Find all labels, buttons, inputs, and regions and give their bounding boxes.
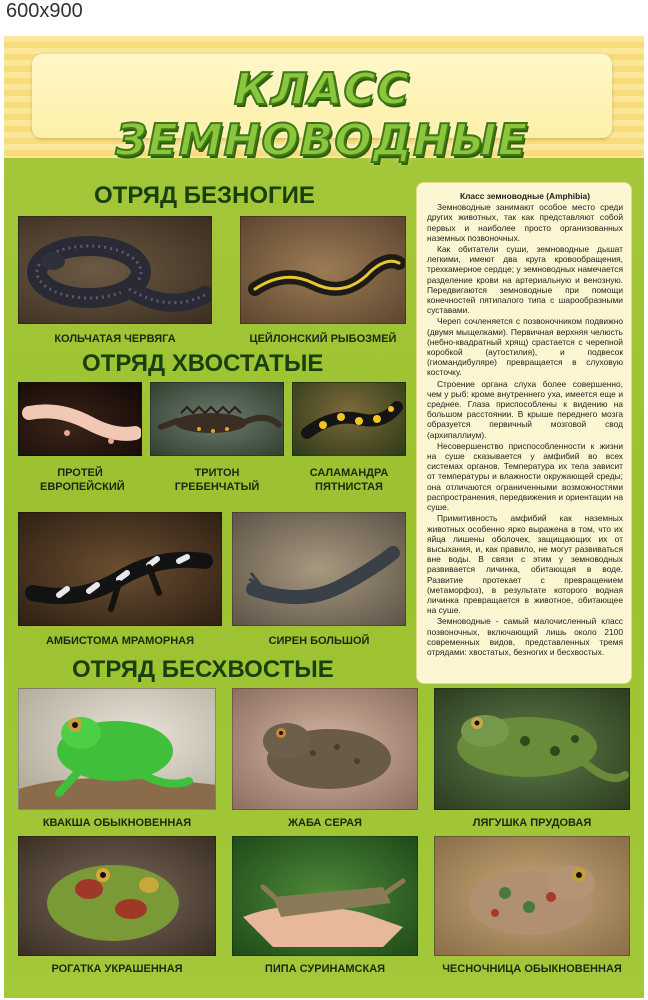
caption-newt-text: ТРИТОН ГРЕБЕНЧАТЫЙ xyxy=(174,467,260,493)
pipa-photo xyxy=(232,836,418,956)
poster-title: КЛАСС ЗЕМНОВОДНЫЕ xyxy=(115,64,529,166)
siren-photo xyxy=(232,512,406,626)
spadefoot-photo xyxy=(434,836,630,956)
ambystoma-photo xyxy=(18,512,222,626)
info-paragraph-5: Несовершенство приспособленности к жизни на суше сказывается у амфибий во всех системах органов. Температура их тела зависит от температуры и влажности окружающей среды; она отличаются ограниченными возможностями распространения, передвижения и ориентации на суше. xyxy=(427,440,623,513)
section-title-tailless: ОТРЯД БЕСХВОСТЫЕ xyxy=(72,656,334,683)
title-banner xyxy=(32,54,612,166)
caption-newt xyxy=(150,466,284,494)
caecilian-photo xyxy=(18,216,212,324)
info-paragraph-6: Примитивность амфибий как наземных животных особенно ярко выражена в том, что их яйца лишены оболочек, защищающих их от высыхания, и, как правило, не могут развиваться вне воды. В связи с этим у земноводных развивается личинка, обитающая в воде. Развитие протекает с превращением (метаморфоз), в результате которого водная личинка превращается в животное, обитающее на суше. xyxy=(427,513,623,616)
info-paragraph-1: Земноводные занимают особое место среди других животных, так как представляют собой первых и наиболее просто организованных наземных позвоночных. xyxy=(427,202,623,243)
caption-ichthyophis: ЦЕЙЛОНСКИЙ РЫБОЗМЕЙ xyxy=(249,333,397,345)
proteus-photo xyxy=(18,382,142,456)
info-heading: Класс земноводные (Amphibia) xyxy=(460,191,590,201)
amphibians-poster xyxy=(4,36,644,998)
caption-salamander-text: САЛАМАНДРА ПЯТНИСТАЯ xyxy=(309,467,389,493)
caption-pipa: ПИПА СУРИНАМСКАЯ xyxy=(264,963,386,975)
caption-spadefoot: ЧЕСНОЧНИЦА ОБЫКНОВЕННАЯ xyxy=(442,963,622,975)
caption-poolfrog: ЛЯГУШКА ПРУДОВАЯ xyxy=(472,817,592,829)
caption-proteus xyxy=(18,466,142,494)
info-text-panel xyxy=(416,182,632,684)
info-paragraph-4: Строение органа слуха более совершенно, чем у рыб: кроме внутреннего уха, имеется еще и среднее. Глаза приспособлены к видению на большом расстоянии. В крыше переднего мозга образуется первичный мозговой свод (архипаллиум). xyxy=(427,378,623,440)
caption-ambystoma: АМБИСТОМА МРАМОРНАЯ xyxy=(45,635,195,647)
info-paragraph-7: Земноводные - самый малочисленный класс позвоночных, включающий лишь около 2100 современных видов, представленных тремя отрядами: хвостатых, безногих и бесхвостых. xyxy=(427,616,623,657)
toad-photo xyxy=(232,688,418,810)
ichthyophis-photo xyxy=(240,216,406,324)
hornedfrog-photo xyxy=(18,836,216,956)
treefrog-photo xyxy=(18,688,216,810)
section-title-legless: ОТРЯД БЕЗНОГИЕ xyxy=(94,182,315,209)
caption-proteus-text: ПРОТЕЙ ЕВРОПЕЙСКИЙ xyxy=(40,467,125,493)
poolfrog-photo xyxy=(434,688,630,810)
caption-hornedfrog: РОГАТКА УКРАШЕННАЯ xyxy=(51,963,183,975)
caption-treefrog: КВАКША ОБЫКНОВЕННАЯ xyxy=(42,817,192,829)
poster-header xyxy=(4,36,644,166)
newt-photo xyxy=(150,382,284,456)
caption-caecilian: КОЛЬЧАТАЯ ЧЕРВЯГА xyxy=(54,333,176,345)
info-paragraph-3: Череп сочленяется с позвоночником подвижно (двумя мыщелками). Первичная верхняя челюсть (небно-квадратный хрящ) срастается с черепной коробкой (аутостилия), и подвесок (гиомандибуляре) превращается в слуховую косточку. xyxy=(427,316,623,378)
info-paragraph-2: Как обитатели суши, земноводные дышат легкими, имеют два круга кровообращения, трехкамерное сердце; у земноводных намечается разделение крови на артериальную и венозную. Передвигаются земноводные при помощи конечностей пятипалого типа с шарообразными суставами. xyxy=(427,244,623,316)
caption-toad: ЖАБА СЕРАЯ xyxy=(288,817,362,829)
salamander-photo xyxy=(292,382,406,456)
image-size-label: 600x900 xyxy=(6,0,83,22)
section-title-tailed: ОТРЯД ХВОСТАТЫЕ xyxy=(82,350,324,377)
caption-salamander xyxy=(292,466,406,494)
caption-siren: СИРЕН БОЛЬШОЙ xyxy=(268,635,370,647)
